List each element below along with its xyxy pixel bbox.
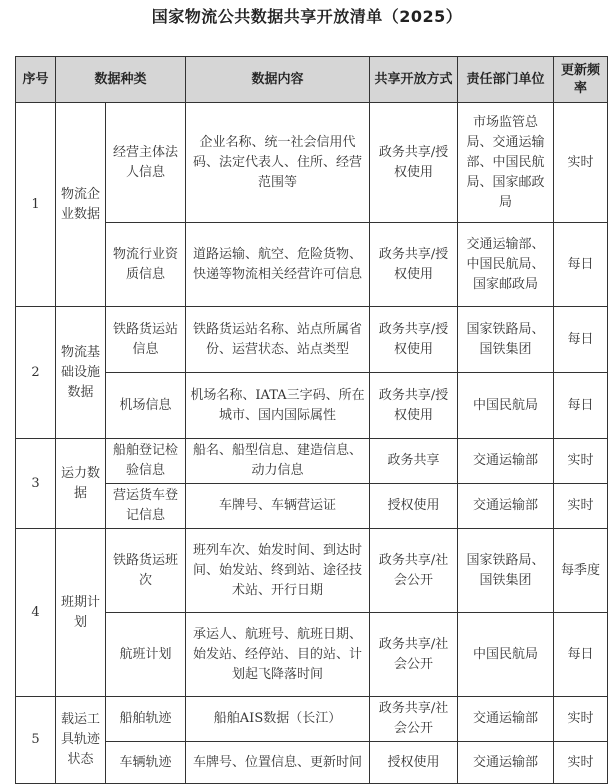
table-header-row bbox=[16, 57, 608, 103]
content-cell: 船名、船型信息、建造信息、动力信息 bbox=[186, 439, 370, 484]
freq-cell: 实时 bbox=[554, 439, 608, 484]
header-freq: 更新频率 bbox=[554, 57, 608, 103]
table-row bbox=[16, 307, 608, 373]
content-cell: 机场名称、IATA三字码、所在城市、国内国际属性 bbox=[186, 373, 370, 439]
freq-cell: 每日 bbox=[554, 307, 608, 373]
dept-cell: 交通运输部 bbox=[458, 742, 554, 784]
freq-cell: 每日 bbox=[554, 223, 608, 307]
table-body bbox=[16, 103, 608, 784]
header-dept: 责任部门单位 bbox=[458, 57, 554, 103]
dept-cell: 中国民航局 bbox=[458, 373, 554, 439]
dept-cell: 交通运输部 bbox=[458, 697, 554, 742]
freq-cell: 每季度 bbox=[554, 529, 608, 613]
method-cell: 授权使用 bbox=[370, 484, 458, 529]
dept-cell: 中国民航局 bbox=[458, 613, 554, 697]
type-cell: 车辆轨迹 bbox=[106, 742, 186, 784]
type-cell: 物流行业资质信息 bbox=[106, 223, 186, 307]
method-cell: 政务共享/授权使用 bbox=[370, 223, 458, 307]
seq-cell: 2 bbox=[16, 307, 56, 439]
type-cell: 铁路货运班次 bbox=[106, 529, 186, 613]
category-cell: 班期计划 bbox=[56, 529, 106, 697]
freq-cell: 每日 bbox=[554, 373, 608, 439]
method-cell: 政务共享/授权使用 bbox=[370, 373, 458, 439]
content-cell: 班列车次、始发时间、到达时间、始发站、终到站、途径技术站、开行日期 bbox=[186, 529, 370, 613]
method-cell: 政务共享/授权使用 bbox=[370, 307, 458, 373]
seq-cell: 1 bbox=[16, 103, 56, 307]
data-list-table bbox=[15, 56, 608, 784]
category-cell: 载运工具轨迹状态 bbox=[56, 697, 106, 784]
seq-cell: 3 bbox=[16, 439, 56, 529]
dept-cell: 国家铁路局、国铁集团 bbox=[458, 529, 554, 613]
type-cell: 机场信息 bbox=[106, 373, 186, 439]
category-cell: 物流基础设施数据 bbox=[56, 307, 106, 439]
dept-cell: 交通运输部 bbox=[458, 484, 554, 529]
method-cell: 政务共享/社会公开 bbox=[370, 529, 458, 613]
seq-cell: 4 bbox=[16, 529, 56, 697]
freq-cell: 实时 bbox=[554, 484, 608, 529]
content-cell: 企业名称、统一社会信用代码、法定代表人、住所、经营范围等 bbox=[186, 103, 370, 223]
dept-cell: 市场监管总局、交通运输部、中国民航局、国家邮政局 bbox=[458, 103, 554, 223]
table-row bbox=[16, 103, 608, 223]
content-cell: 铁路货运站名称、站点所属省份、运营状态、站点类型 bbox=[186, 307, 370, 373]
page-title: 国家物流公共数据共享开放清单（2025） bbox=[151, 7, 463, 26]
method-cell: 政务共享 bbox=[370, 439, 458, 484]
content-cell: 车牌号、位置信息、更新时间 bbox=[186, 742, 370, 784]
method-cell: 授权使用 bbox=[370, 742, 458, 784]
freq-cell: 实时 bbox=[554, 697, 608, 742]
type-cell: 船舶轨迹 bbox=[106, 697, 186, 742]
table-row bbox=[16, 697, 608, 742]
header-method: 共享开放方式 bbox=[370, 57, 458, 103]
content-cell: 承运人、航班号、航班日期、始发站、经停站、目的站、计划起飞降落时间 bbox=[186, 613, 370, 697]
content-cell: 车牌号、车辆营运证 bbox=[186, 484, 370, 529]
type-cell: 营运货车登记信息 bbox=[106, 484, 186, 529]
freq-cell: 每日 bbox=[554, 613, 608, 697]
category-cell: 物流企业数据 bbox=[56, 103, 106, 307]
dept-cell: 国家铁路局、国铁集团 bbox=[458, 307, 554, 373]
header-content: 数据内容 bbox=[186, 57, 370, 103]
method-cell: 政务共享/授权使用 bbox=[370, 103, 458, 223]
dept-cell: 交通运输部、中国民航局、国家邮政局 bbox=[458, 223, 554, 307]
method-cell: 政务共享/社会公开 bbox=[370, 697, 458, 742]
freq-cell: 实时 bbox=[554, 103, 608, 223]
type-cell: 经营主体法人信息 bbox=[106, 103, 186, 223]
table-row bbox=[16, 439, 608, 484]
type-cell: 铁路货运站信息 bbox=[106, 307, 186, 373]
table-row bbox=[16, 529, 608, 613]
category-cell: 运力数据 bbox=[56, 439, 106, 529]
content-cell: 道路运输、航空、危险货物、快递等物流相关经营许可信息 bbox=[186, 223, 370, 307]
content-cell: 船舶AIS数据（长江） bbox=[186, 697, 370, 742]
dept-cell: 交通运输部 bbox=[458, 439, 554, 484]
type-cell: 船舶登记检验信息 bbox=[106, 439, 186, 484]
type-cell: 航班计划 bbox=[106, 613, 186, 697]
header-seq: 序号 bbox=[16, 57, 56, 103]
freq-cell: 实时 bbox=[554, 742, 608, 784]
method-cell: 政务共享/社会公开 bbox=[370, 613, 458, 697]
header-type: 数据种类 bbox=[56, 57, 186, 103]
seq-cell: 5 bbox=[16, 697, 56, 784]
